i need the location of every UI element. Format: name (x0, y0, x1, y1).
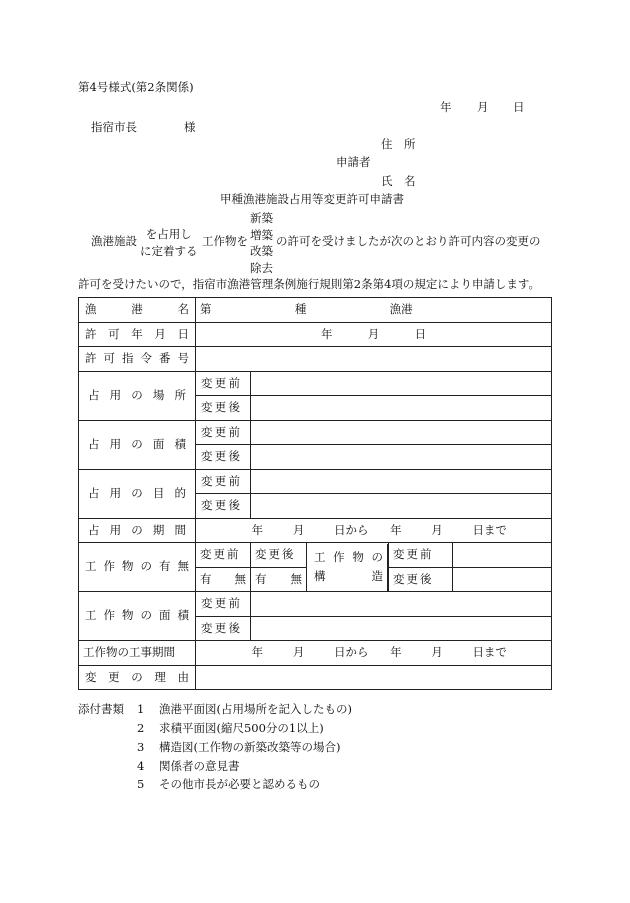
row-place-before (79, 371, 552, 396)
area-after-value[interactable] (251, 445, 552, 470)
struct-after-label: 変更後 (393, 571, 434, 586)
port-name-label: 漁 港 名 (85, 302, 189, 316)
presence-before-label: 変更前 (196, 543, 251, 568)
presence-before-choice[interactable]: 有 無 (200, 571, 246, 586)
construction-choice (250, 210, 273, 276)
construction-period-value[interactable]: 年 月 日から 年 月 日まで (196, 641, 552, 666)
row-permit-date (79, 322, 552, 347)
application-statement (78, 210, 558, 275)
purpose-after-label: 変 更 後 (201, 498, 240, 512)
place-label: 占 用 の 場 所 (88, 387, 186, 402)
form-number: 第4号様式(第2条関係) (78, 80, 194, 94)
port-suffix: 漁港 (389, 302, 413, 316)
row-period (79, 518, 552, 543)
area-before-value[interactable] (251, 420, 552, 445)
area-label: 占 用 の 面 積 (88, 436, 186, 451)
attachments-label: 添付書類 (78, 702, 124, 716)
attachment-item-1: 1 漁港平面図(占用場所を記入したもの) (137, 702, 352, 716)
port-class-prefix: 第 (200, 302, 212, 316)
structure-area-label: 工 作 物 の 面 積 (85, 608, 189, 623)
presence-after-choice[interactable]: 有 無 (255, 571, 302, 586)
choice-fix: に定着する (140, 243, 198, 258)
statement-part-2: 工作物を (202, 234, 248, 248)
port-class-mid: 種 (294, 302, 307, 316)
honorific: 様 (184, 120, 196, 134)
structure-area-after-value[interactable] (251, 616, 552, 641)
date-day: 日 (513, 100, 525, 114)
purpose-before-label: 変 更 前 (201, 473, 240, 488)
application-table (78, 297, 552, 690)
purpose-label: 占 用 の 目 的 (88, 485, 186, 500)
structure-area-before-label: 変 更 前 (201, 596, 240, 610)
address-label: 住 所 (381, 137, 416, 151)
reason-label: 変 更 の 理 由 (85, 669, 189, 684)
structure-area-before-value[interactable] (251, 592, 552, 617)
permit-date-value[interactable]: 年 月 日 (196, 322, 552, 347)
statement-line-2: 許可を受けたいので，指宿市漁港管理条例施行規則第2条第4項の規定により申請します。 (78, 277, 540, 291)
row-structure-presence-top (79, 543, 552, 568)
name-label: 氏 名 (381, 174, 416, 188)
date-year: 年 (440, 100, 452, 114)
statement-part-1: 漁港施設 (91, 234, 137, 248)
statement-part-3: の許可を受けましたが次のとおり許可内容の変更の (276, 234, 541, 248)
place-before-value[interactable] (251, 371, 552, 396)
area-after-label: 変 更 後 (201, 449, 240, 463)
row-area-before (79, 420, 552, 445)
row-permit-number (79, 347, 552, 372)
permit-number-label: 許 可 指 令 番 号 (85, 351, 189, 365)
choice-occupy: を占用し (145, 227, 192, 241)
purpose-after-value[interactable] (251, 494, 552, 519)
attachment-item-3: 3 構造図(工作物の新築改築等の場合) (137, 740, 341, 754)
occupation-choice (140, 226, 198, 259)
structure-area-after-label: 変 更 後 (201, 620, 240, 635)
addressee: 指宿市長 (91, 120, 137, 134)
row-structure-area-before (79, 592, 552, 617)
period-value[interactable]: 年 月 日から 年 月 日まで (196, 518, 552, 543)
period-label: 占 用 の 期 間 (88, 522, 186, 537)
applicant-label: 申請者 (336, 155, 371, 169)
row-reason (79, 665, 552, 690)
permit-number-value[interactable] (196, 347, 552, 372)
choice-new: 新築 (250, 211, 273, 225)
construction-period-label: 工作物の工事期間 (79, 641, 196, 666)
choice-extend: 増築 (250, 227, 273, 242)
structure-presence-label: 工 作 物 の 有 無 (85, 559, 189, 574)
place-after-value[interactable] (251, 396, 552, 421)
attachment-item-4: 4 関係者の意見書 (137, 759, 240, 773)
structure-construction-label: 工 作 物 の 構 造 (314, 550, 383, 583)
attachment-item-2: 2 求積平面図(縮尺500分の1以上) (137, 721, 324, 735)
port-name-value[interactable] (196, 298, 552, 323)
area-before-label: 変 更 前 (201, 424, 240, 439)
row-construction-period (79, 641, 552, 666)
attachment-item-5: 5 その他市長が必要と認めるもの (137, 777, 320, 791)
struct-before-label: 変更前 (393, 547, 434, 561)
reason-value[interactable] (196, 665, 552, 690)
row-port-name (79, 298, 552, 323)
choice-remove: 除去 (250, 260, 273, 275)
date-month: 月 (477, 100, 489, 114)
place-before-label: 変 更 前 (201, 375, 240, 390)
choice-rebuild: 改築 (250, 244, 273, 258)
row-purpose-before (79, 469, 552, 494)
permit-date-label: 許 可 年 月 日 (85, 326, 189, 341)
document-title: 甲種漁港施設占用等変更許可申請書 (220, 192, 404, 206)
place-after-label: 変 更 後 (201, 400, 240, 414)
purpose-before-value[interactable] (251, 469, 552, 494)
presence-after-label: 変更後 (251, 543, 307, 568)
